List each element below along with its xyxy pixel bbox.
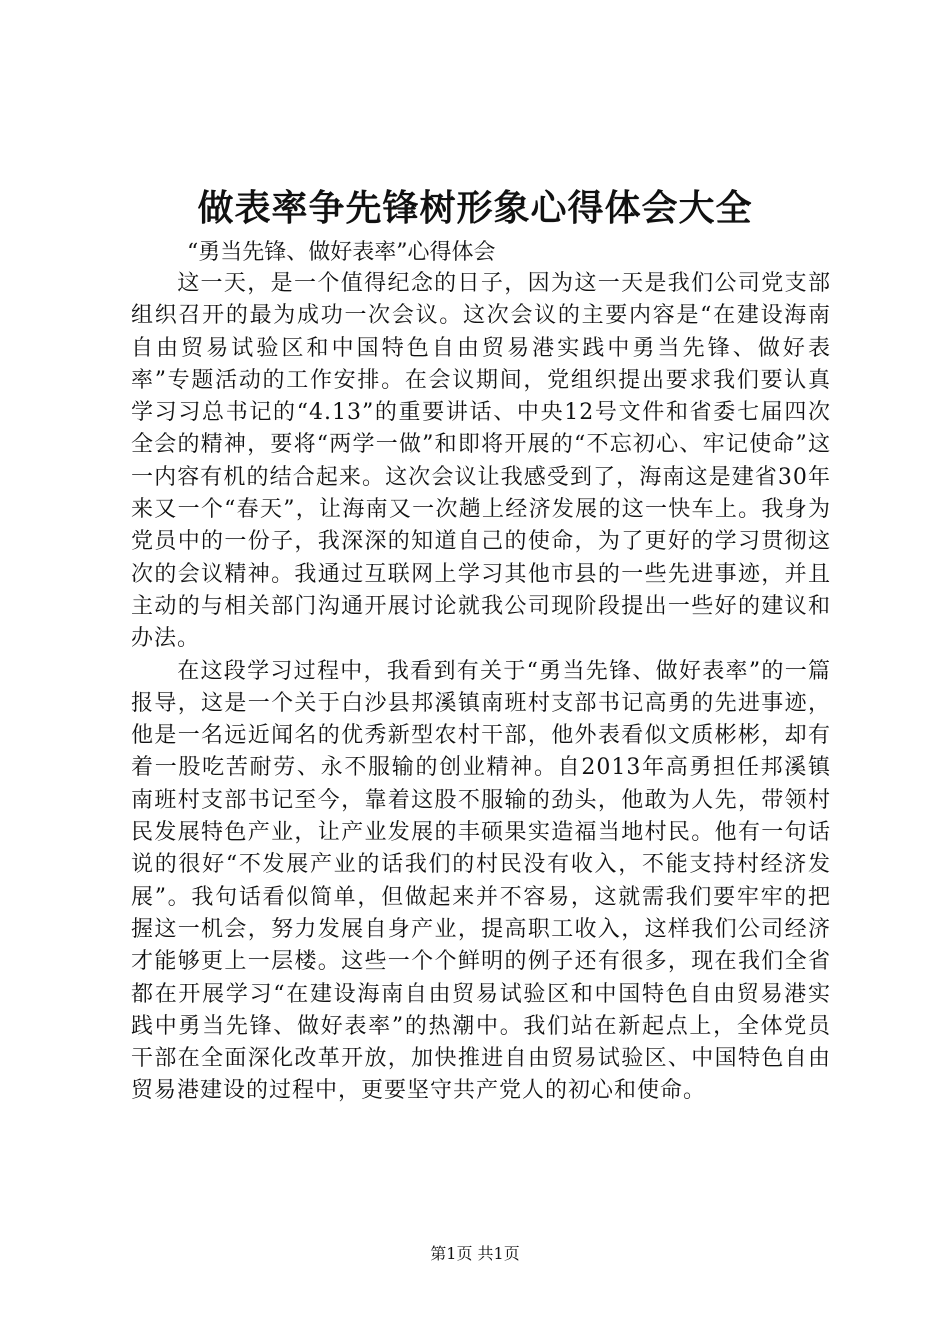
page-footer: 第1页 共1页 xyxy=(430,1244,520,1263)
paragraph-1: 这一天，是一个值得纪念的日子，因为这一天是我们公司党支部组织召开的最为成功一次会议。这次会议的主要内容是“在建设海南自由贸易试验区和中国特色自由贸易港实践中勇当先锋、做好表率”专题活动的工作安排。在会议期间，党组织提出要求我们要认真学习习总书记的“4.13”的重要讲话、中央12号文件和省委七届四次全会的精神，要将“两学一做”和即将开展的“不忘初心、牢记使命”这一内容有机的结合起来。这次会议让我感受到了，海南这是建省30年来又一个“春天”，让海南又一次趟上经济发展的这一快车上。我身为党员中的一份子，我深深的知道自己的使命，为了更好的学习贯彻这次的会议精神。我通过互联网上学习其他市县的一些先进事迹，并且主动的与相关部门沟通开展讨论就我公司现阶段提出一些好的建议和办法。 xyxy=(131,271,831,652)
paragraph-2: 在这段学习过程中，我看到有关于“勇当先锋、做好表率”的一篇报导，这是一个关于白沙县邦溪镇南班村支部书记高勇的先进事迹，他是一名远近闻名的优秀新型农村干部，他外表看似文质彬彬，却有着一股吃苦耐劳、永不服输的创业精神。自2013年高勇担任邦溪镇南班村支部书记至今，靠着这股不服输的劲头，他敢为人先，带领村民发展特色产业，让产业发展的丰硕果实造福当地村民。他有一句话说的很好“不发展产业的话我们的村民没有收入，不能支持村经济发展”。我句话看似简单，但做起来并不容易，这就需我们要牢牢的把握这一机会，努力发展自身产业，提高职工收入，这样我们公司经济才能够更上一层楼。这些一个个鲜明的例子还有很多，现在我们全省都在开展学习“在建设海南自由贸易试验区和中国特色自由贸易港实践中勇当先锋、做好表率”的热潮中。我们站在新起点上，全体党员干部在全面深化改革开放，加快推进自由贸易试验区、中国特色自由贸易港建设的过程中，更要坚守共产党人的初心和使命。 xyxy=(131,658,831,1104)
document-body xyxy=(131,268,831,1108)
document-title: 做表率争先锋树形象心得体会大全 xyxy=(197,187,753,229)
document-subtitle: “勇当先锋、做好表率”心得体会 xyxy=(187,240,496,265)
